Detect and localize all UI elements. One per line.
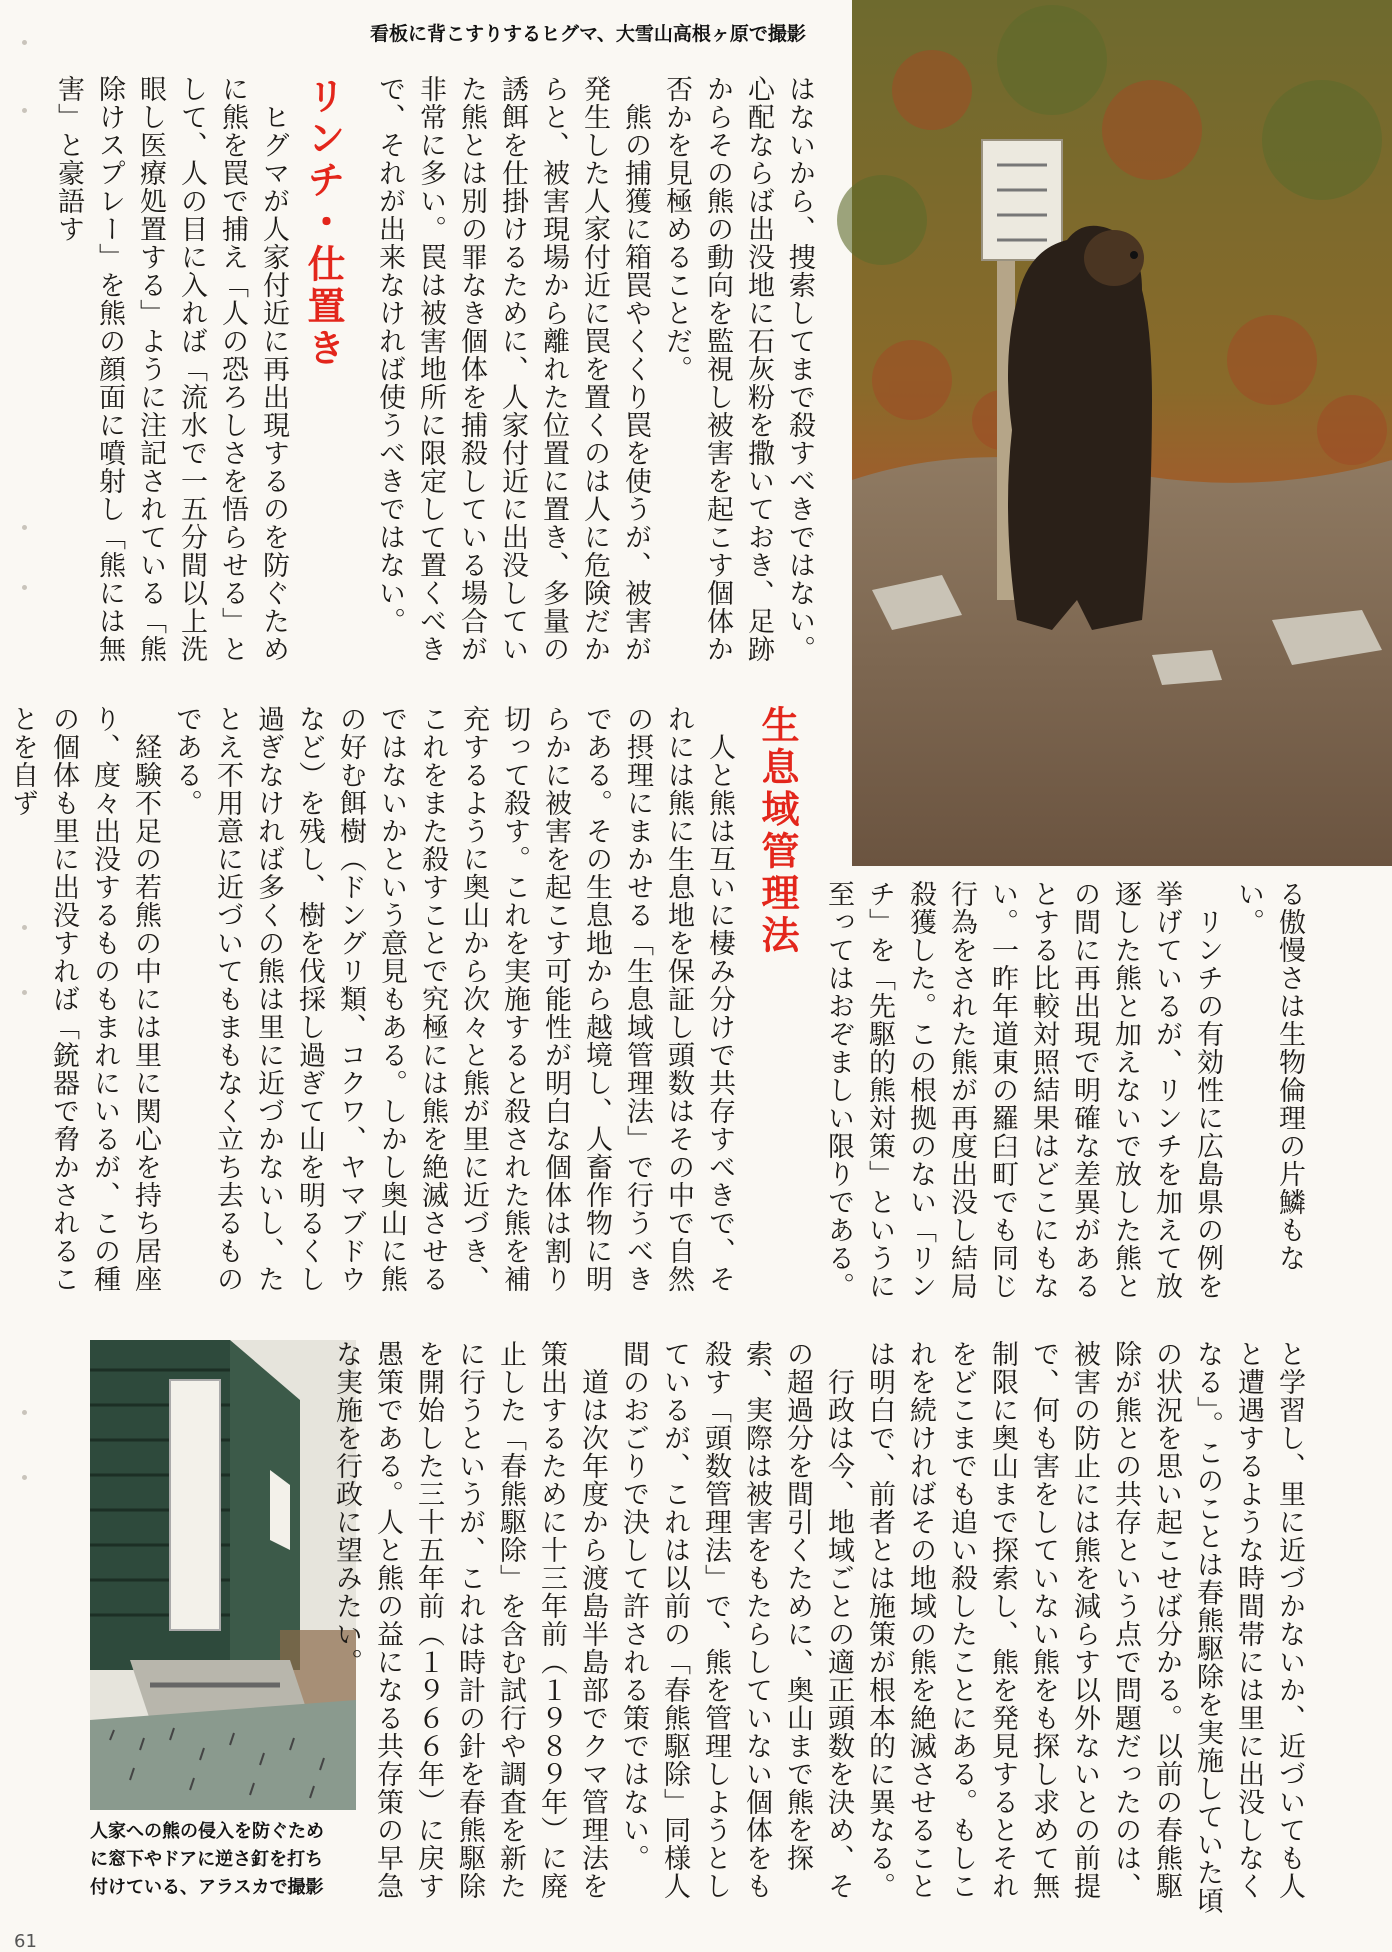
heading-lynch: リンチ・仕置き [301,76,345,370]
text-bottom-right: と学習し、里に近づかないか、近づいても人と遭遇するような時間帯には里に出没しなくなる」。このことは春熊駆除を実施していた頃の状況を思い起こせば分かる。以前の春熊駆除が熊との共存という点で問題だったのは、被害の防止には熊を減らす以外ないとの前提で、何も害をしていない熊をも探し求めて無制限に奥山まで探索し、熊を発見するとそれをどこまでも追い殺したことにある。もしこれを続ければその地域の熊を絶滅させることは明白で、前者とは施策が根本的に異なる。 行政は今、地域ごとの適正頭数を決め、その超過分を間引くために、奥山まで熊を探索、実際は被害をもたらしていない個体をも殺す「頭数管理法」で、熊を管理しようとしているが、これは以前の「春熊駆除」同様人間のおごりで決して許される策ではない。 道は次年度から渡島半島部でクマ管理法を策出するために十三年前（１９８９年）に廃止した「春熊駆除」を含む試行や調査を新たに行うというが、これは時計の針を春熊駆除を開始した三十五年前（１９６６年）に戻す愚策である。人と熊の益になる共存策の早急な実施を行政に望みたい。 [331,1340,1305,1915]
text-middle-left-habitat: 人と熊は互いに棲み分けで共存すべきで、それには熊に生息地を保証し頭数はその中で自然の摂理にまかせる「生息域管理法」で行うべきである。その生息地から越境し、人畜作物に明らかに被害を起こす可能性が明白な個体は割り切って殺す。これを実施すると殺された熊を補充するように奥山から次々と熊が里に近づき、これをまた殺すことで究極には熊を絶滅させるではないかという意見もある。しかし奥山に熊の好む餌樹（ドングリ類、コクワ、ヤマブドウなど）を残し、樹を伐採し過ぎて山を明るくし過ぎなければ多くの熊は里に近づかないし、たとえ不用意に近づいてもまもなく立ち去るものである。 経験不足の若熊の中には里に関心を持ち居座り、度々出没するものもまれにいるが、この種の個体も里に出没すれば「銃器で脅かされることを自ず [7,705,735,1293]
heading-habitat: 生息域管理法 [755,705,799,957]
margin-dot [22,585,27,590]
margin-dot [22,925,27,930]
margin-dot [22,40,27,45]
margin-dot [22,108,27,113]
margin-dot [22,525,27,530]
margin-dot [22,1410,27,1415]
text-middle-right: る傲慢さは生物倫理の片鱗もない。 リンチの有効性に広島県の例を挙げているが、リンチを加えて放逐した熊と加えないで放した熊との間に再出現で明確な差異があるとする比較対照結果はどこにもない。一昨年道東の羅臼町でも同じ行為をされた熊が再度出没し結局殺獲した。この根拠のない「リンチ」を「先駆的熊対策」というに至ってはおぞましい限りである。 [823,880,1305,1300]
bear-photo [852,0,1392,866]
bottom-photo-caption: 人家への熊の侵入を防ぐため に窓下やドアに逆さ釘を打ち 付けている、アラスカで撮影 [90,1821,324,1898]
text-top-left-lynch: ヒグマが人家付近に再出現するのを防ぐために熊を罠で捕え「人の恐ろしさを悟らせる」として、人の目に入れば「流水で一五分間以上洗眼し医療処置する」ように注記されている「熊除けスプレー」を熊の顔面に噴射し「熊には無害」と豪語す [53,75,289,663]
text-top-right-intro: はないから、捜索してまで殺すべきではない。心配ならば出没地に石灰粉を撒いておき、足跡からその熊の動向を監視し被害を起こす個体か否かを見極めることだ。 熊の捕獲に箱罠やくくり罠を使うが、被害が発生した人家付近に罠を置くのは人に危険だからと、被害現場から離れた位置に置き、多量の誘餌を仕掛けるために、人家付近に出没していた熊とは別の罪なき個体を捕殺している場合が非常に多い。罠は被害地所に限定して置くべきで、それが出来なければ使うべきではない。 [374,75,815,663]
house-photo [90,1340,356,1810]
margin-dot [22,1475,27,1480]
margin-dot [22,990,27,995]
top-photo-caption: 看板に背こすりするヒグマ、大雪山高根ヶ原で撮影 [370,23,806,45]
page-number: 61 [14,1931,37,1952]
